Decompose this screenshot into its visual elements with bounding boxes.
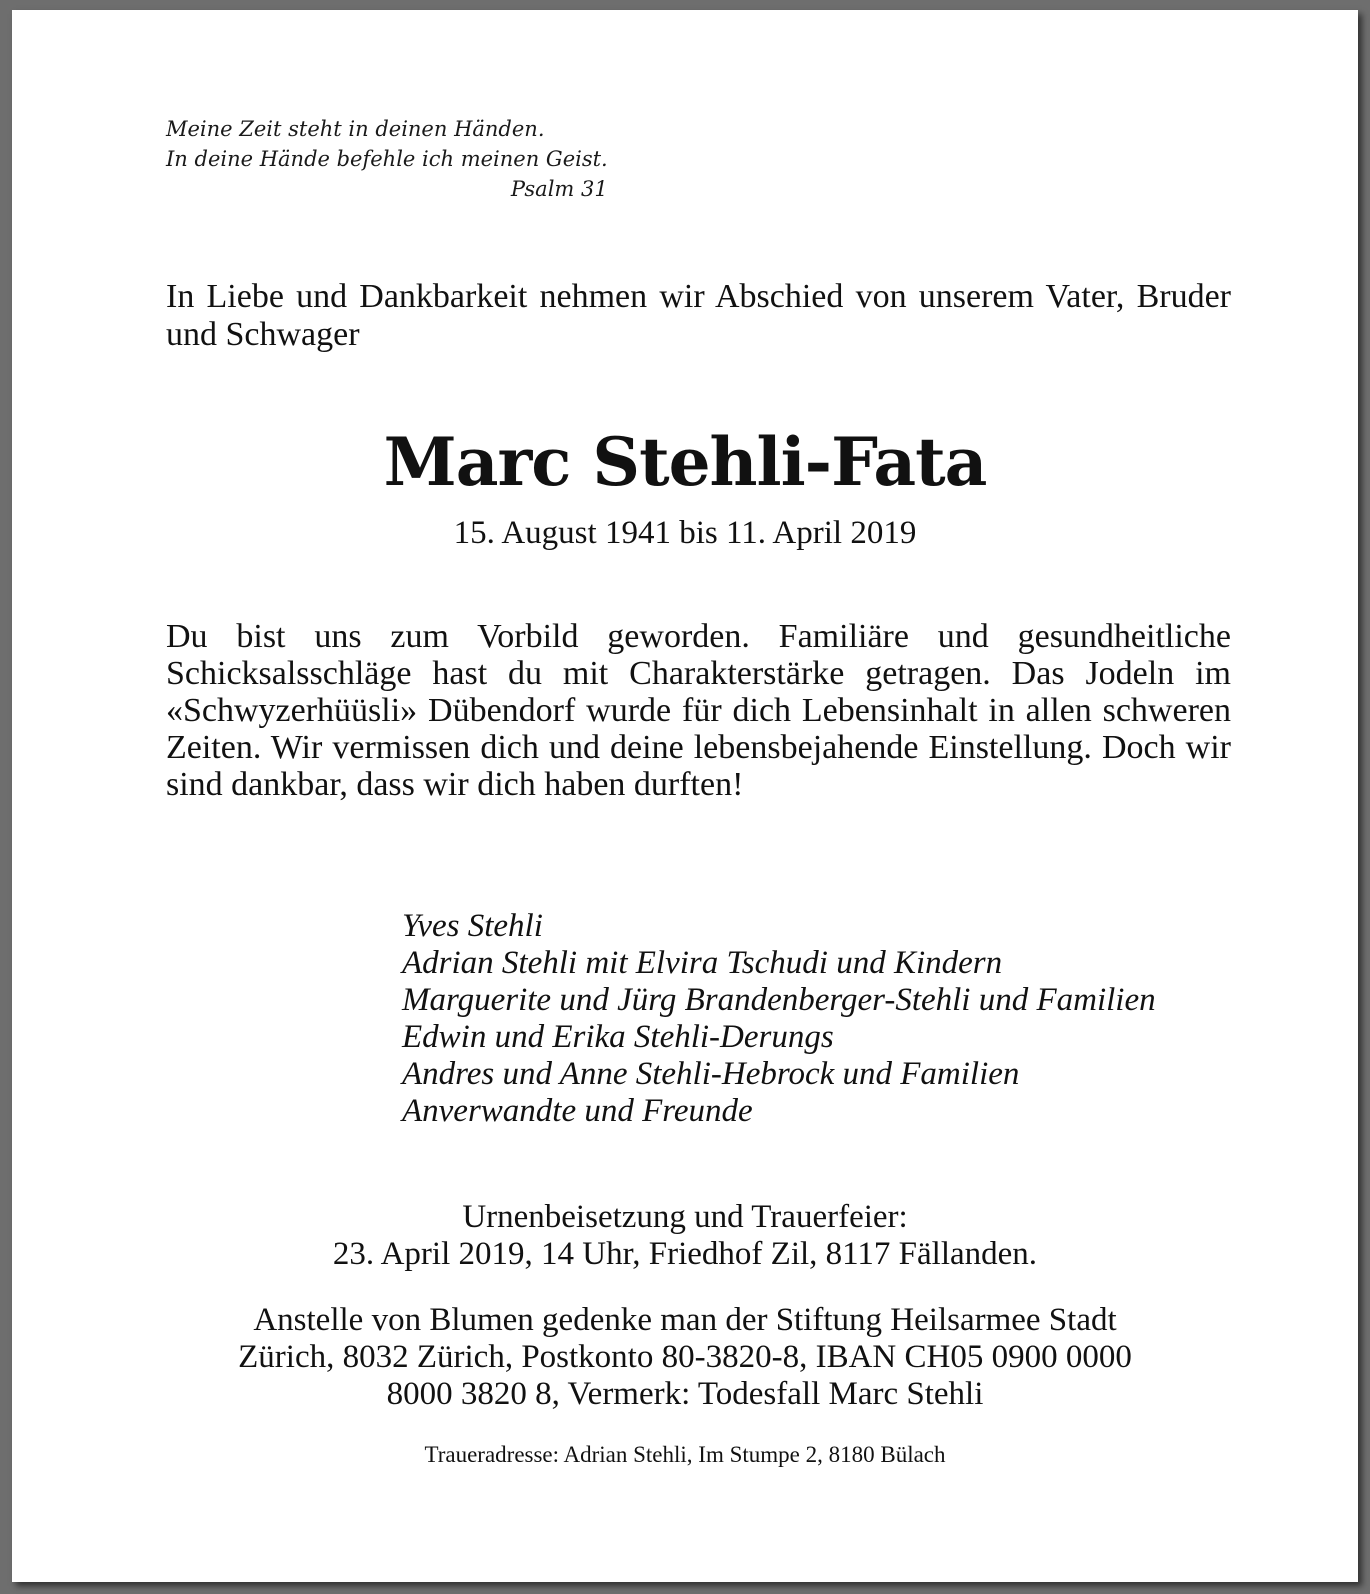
tribute-text: Du bist uns zum Vorbild geworden. Familiäre und gesundheitliche Schicksalsschläge hast du mit Charakterstärke getragen. Das Jodeln im «Schwyzerhüüsli» Dübendorf wurde für dich Lebensinhalt in allen schweren Zeiten. Wir vermissen dich und deine lebensbejahende Einstellung. Doch wir sind dankbar, dass wir dich haben durften! [166,618,1231,803]
ceremony-heading: Urnenbeisetzung und Trauerfeier: [462,1199,908,1235]
mourner-entry: Andres und Anne Stehli-Hebrock und Familien [402,1056,1020,1092]
mourner-entry: Marguerite und Jürg Brandenberger-Stehli und Familien [402,982,1156,1018]
mourning-address: Traueradresse: Adrian Stehli, Im Stumpe 2, 8180 Bülach [424,1442,946,1467]
quote-line-2: In deine Hände befehle ich meinen Geist. [166,147,608,171]
deceased-name: Marc Stehli-Fata [383,423,987,501]
ceremony-info [12,1199,1358,1273]
mourner-entry: Edwin und Erika Stehli-Derungs [402,1019,834,1055]
life-dates: 15. August 1941 bis 11. April 2019 [453,515,917,551]
donation-info [12,1302,1358,1413]
mourners-list [402,908,1156,1130]
intro-text: In Liebe und Dankbarkeit nehmen wir Abschied von unserem Vater, Bruder und Schwager [166,278,1231,353]
quote-source: Psalm 31 [510,177,608,201]
mourner-entry: Adrian Stehli mit Elvira Tschudi und Kindern [402,945,1003,981]
psalm-quote [166,114,608,204]
ceremony-details: 23. April 2019, 14 Uhr, Friedhof Zil, 8117 Fällanden. [332,1236,1038,1272]
donation-line: Anstelle von Blumen gedenke man der Stiftung Heilsarmee Stadt [253,1302,1117,1338]
mourner-entry: Anverwandte und Freunde [402,1093,753,1129]
quote-line-1: Meine Zeit steht in deinen Händen. [166,117,545,141]
donation-line: Zürich, 8032 Zürich, Postkonto 80-3820-8, IBAN CH05 0900 0000 [238,1339,1132,1375]
donation-line: 8000 3820 8, Vermerk: Todesfall Marc Stehli [386,1376,984,1412]
mourner-entry: Yves Stehli [402,908,543,944]
obituary-page [12,10,1358,1582]
